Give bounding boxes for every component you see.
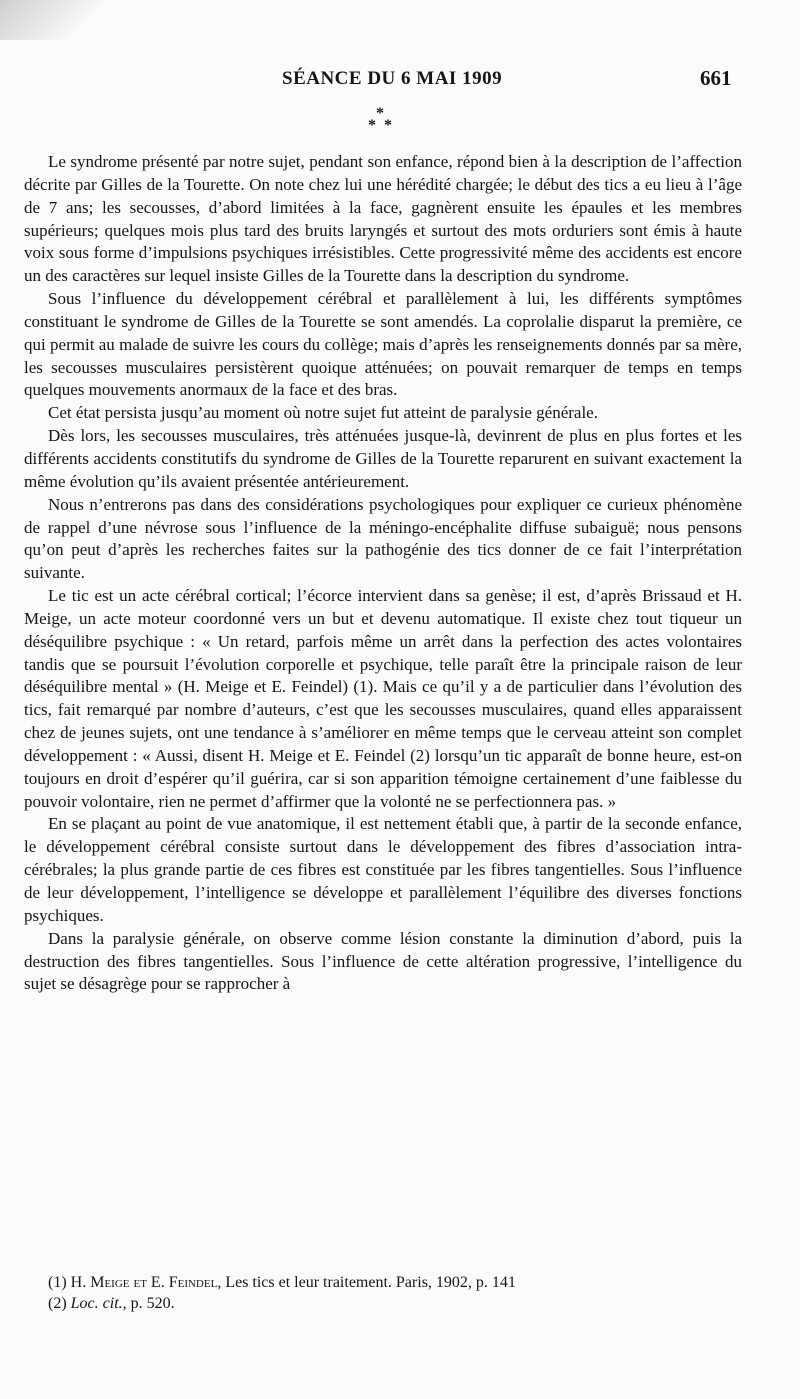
footnote-marker: (2) xyxy=(48,1295,67,1312)
page-number: 661 xyxy=(700,66,732,90)
page-header xyxy=(0,64,800,94)
paragraph: Cet état persista jusqu’au moment où notre sujet fut atteint de paralysie générale. xyxy=(48,403,598,423)
section-asterism xyxy=(360,105,400,134)
footnote xyxy=(48,1272,748,1293)
asterism-mark: * xyxy=(376,105,384,122)
paragraph: En se plaçant au point de vue anatomique, il est nettement établi que, à partir de la seconde enfance, le développement cérébral consiste surtout dans le développement des fibres d’association intra-cérébrales; la plus grande partie de ces fibres est constituée par les fibres tangentielles. Sous l’influence de leur développement, l’intelligence se développe et parallèlement l’équilibre des diverses fonctions psychiques. xyxy=(24,814,742,925)
footnotes xyxy=(48,1272,748,1314)
paragraph: Sous l’influence du développement cérébral et parallèlement à lui, les différents symptômes constituant le syndrome de Gilles de la Tourette se sont amendés. La coprolalie disparut la première, ce qui permit au malade de suivre les cours du collège; mais d’après les renseignements donnés par sa mère, les secousses musculaires persistèrent quoique atténuées; on pouvait remarquer de temps en temps quelques mouvements anormaux de la face et des bras. xyxy=(24,289,742,400)
footnote-text: , p. 520. xyxy=(122,1295,175,1312)
scan-shadow xyxy=(0,0,120,40)
running-head: SÉANCE DU 6 MAI 1909 xyxy=(282,68,503,89)
footnote-text: , Les tics et leur traitement. Paris, 1902, p. 141 xyxy=(217,1274,516,1291)
asterism-mark: * * xyxy=(368,117,392,134)
footnote xyxy=(48,1293,748,1314)
paragraph: Le tic est un acte cérébral cortical; l’écorce intervient dans sa genèse; il est, d’après Brissaud et H. Meige, un acte moteur coordonné vers un but et devenu automatique. Il existe chez tout tiqueur un déséquilibre psychique : « Un retard, parfois même un arrêt dans la perfection des actes volontaires tandis que se poursuit l’évolution corporelle et psychique, telle paraît être la principale raison de leur déséquilibre mental » (H. Meige et E. Feindel) (1). Mais ce qu’il y a de particulier dans l’évolution des tics, fait remarqué par nombre d’auteurs, c’est que les secousses musculaires, quand elles apparaissent chez de jeunes sujets, ont une tendance à s’améliorer en même temps que le cerveau atteint son complet développement : « Aussi, disent H. Meige et E. Feindel (2) lorsqu’un tic apparaît de bonne heure, est-on toujours en droit d’espérer qu’il guérira, car si son apparition témoigne certainement d’une faiblesse du pouvoir volontaire, rien ne permet d’affirmer que la volonté ne se perfectionnera pas. » xyxy=(24,586,742,811)
paragraph: Le syndrome présenté par notre sujet, pendant son enfance, répond bien à la description de l’affection décrite par Gilles de la Tourette. On note chez lui une hérédité chargée; le début des tics a eu lieu à l’âge de 7 ans; les secousses, d’abord limitées à la face, gagnèrent ensuite les épaules et les membres supérieurs; quelques mois plus tard des bruits laryngés et surtout des mots orduriers sont émis à haute voix sous forme d’impulsions psychiques irrésistibles. Cette progressivité même des accidents est encore un des caractères sur lequel insiste Gilles de la Tourette dans la description du syndrome. xyxy=(24,152,742,286)
body-text xyxy=(24,151,742,996)
paragraph: Nous n’entrerons pas dans des considérations psychologiques pour expliquer ce curieux phénomène de rappel d’une névrose sous l’influence de la méningo-encéphalite diffuse subaiguë; nous pensons qu’on peut d’après les recherches faites sur la pathogénie des tics donner de ce fait l’interprétation suivante. xyxy=(24,494,742,583)
footnote-author: H. Meige et E. Feindel xyxy=(70,1274,218,1291)
footnote-author: Loc. cit. xyxy=(70,1295,123,1312)
paragraph: Dans la paralysie générale, on observe comme lésion constante la diminution d’abord, puis la destruction des fibres tangentielles. Sous l’influence de cette altération progressive, l’intelligence du sujet se désagrège pour se rapprocher à xyxy=(24,928,742,994)
paragraph: Dès lors, les secousses musculaires, très atténuées jusque-là, devinrent de plus en plus fortes et les différents accidents constitutifs du syndrome de Gilles de la Tourette reparurent en suivant exactement la même évolution qu’ils avaient présentée antérieurement. xyxy=(24,426,742,491)
footnote-marker: (1) xyxy=(48,1274,67,1291)
